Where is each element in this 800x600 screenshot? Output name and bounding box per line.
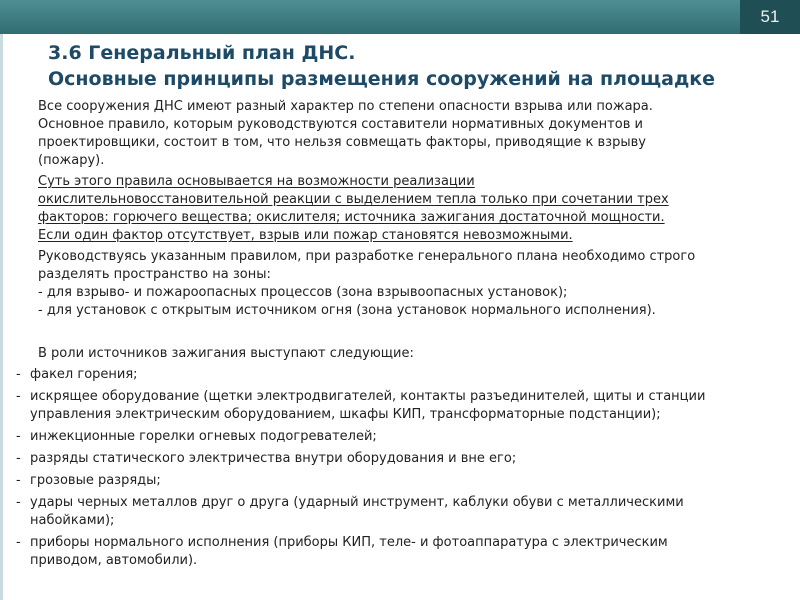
paragraph-main-rule [38,98,788,170]
text-line: инжекционные горелки огневых подогревателей; [30,429,377,444]
text-line: Если один фактор отсутствует, взрыв или пожар становятся невозможными. [38,228,573,243]
list-item-text [30,366,138,384]
text-line: факел горения; [30,367,138,382]
text-line: грозовые разряды; [30,473,161,488]
paragraph-rule-essence [38,173,788,245]
text-line: Все сооружения ДНС имеют разный характер по степени опасности взрыва или пожара. [38,99,653,114]
list-dash: - [16,473,21,488]
paragraph-zones [38,248,788,320]
text-line: управления электрическим оборудованием, шкафы КИП, трансформаторные подстанции); [30,407,661,422]
title-line-1: 3.6 Генеральный план ДНС. [48,42,356,64]
slide-body [38,98,788,365]
text-line: искрящее оборудование (щетки электродвигателей, контакты разъединителей, щиты и станции [30,389,706,404]
list-item-text [30,428,377,446]
list-item [16,494,786,530]
ignition-sources-list [16,366,786,574]
list-item-text [30,472,161,490]
list-item [16,450,786,468]
title-line-2: Основные принципы размещения сооружений на площадке [48,68,716,90]
text-line: приборы нормального исполнения (приборы КИП, теле- и фотоаппаратура с электрическим [30,535,668,550]
header-band [0,0,800,34]
text-line: окислительновосстановительной реакции с выделением тепла только при сочетании трех [38,192,669,207]
list-dash: - [16,535,21,550]
list-item-text [30,534,668,570]
text-line: разделять пространство на зоны: [38,267,271,282]
text-line: удары черных металлов друг о друга (ударный инструмент, каблуки обуви с металлическими [30,495,684,510]
list-dash: - [16,367,21,382]
list-dash: - [16,495,21,510]
list-item [16,472,786,490]
list-dash: - [16,451,21,466]
list-item [16,388,786,424]
slide-number: 51 [740,0,800,34]
text-line: Суть этого правила основывается на возможности реализации [38,174,475,189]
left-border [0,34,3,600]
list-item-text [30,388,705,424]
zone-item-open-fire: - для установок с открытым источником огня (зона установок нормального исполнения). [38,303,656,318]
text-line: Основное правило, которым руководствуются составители нормативных документов и [38,117,643,132]
text-line: проектировщики, состоит в том, что нельзя совмещать факторы, приводящие к взрыву [38,135,646,150]
zone-item-explosive: - для взрыво- и пожароопасных процессов (зона взрывоопасных установок); [38,285,568,300]
text-line: (пожару). [38,153,105,168]
text-line: Руководствуясь указанным правилом, при разработке генерального плана необходимо строго [38,249,696,264]
text-line: набойками); [30,513,115,528]
text-line: факторов: горючего вещества; окислителя; источника зажигания достаточной мощности. [38,210,665,225]
slide-title [48,40,788,92]
list-item [16,428,786,446]
spacer [38,323,788,345]
list-item-text [30,494,684,530]
text-line: разряды статического электричества внутри оборудования и вне его; [30,451,517,466]
ignition-sources-heading: В роли источников зажигания выступают следующие: [38,346,414,361]
list-item [16,366,786,384]
text-line: приводом, автомобили). [30,553,198,568]
list-dash: - [16,389,21,404]
list-item [16,534,786,570]
list-dash: - [16,429,21,444]
list-item-text [30,450,516,468]
